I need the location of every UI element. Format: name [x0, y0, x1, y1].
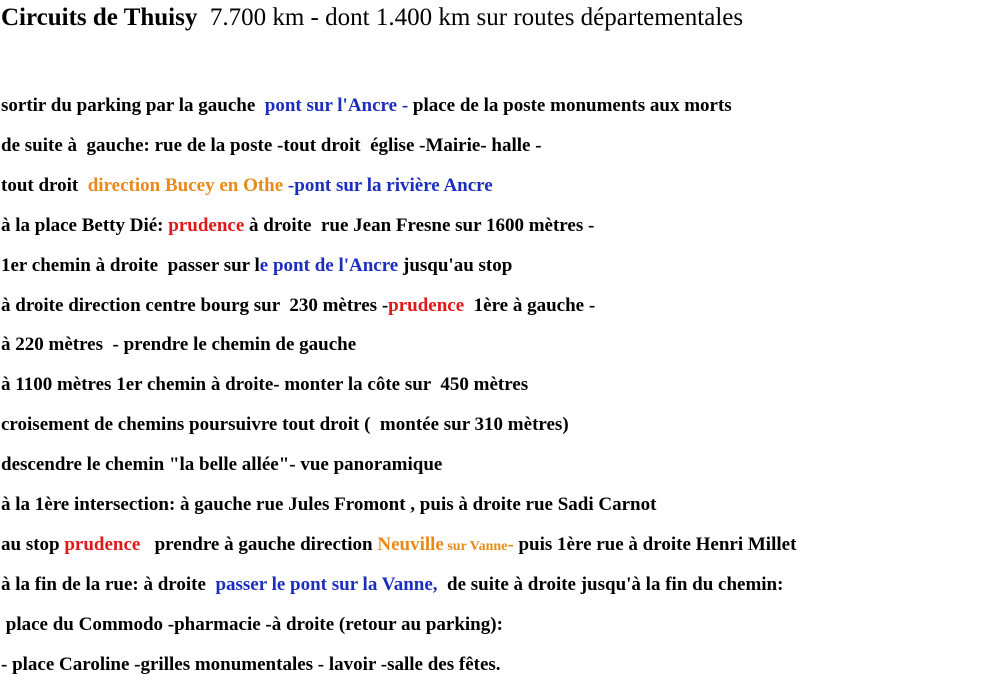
direction-segment: direction Bucey en Othe — [87, 174, 284, 196]
direction-segment: prudence — [168, 214, 245, 236]
direction-segment: prudence — [64, 533, 141, 555]
direction-line — [1, 254, 512, 278]
direction-line — [1, 214, 594, 238]
title-subtitle: 7.700 km - dont 1.400 km sur routes départementales — [209, 4, 744, 31]
direction-line — [1, 493, 656, 517]
direction-segment: -pont sur la rivière Ancre — [283, 174, 493, 196]
direction-segment: sur Vanne — [443, 538, 508, 554]
direction-segment: place du Commodo -pharmacie -à droite (retour au parking): — [1, 613, 503, 635]
direction-line — [1, 533, 796, 559]
direction-segment: à la place Betty Dié: — [1, 214, 169, 236]
direction-segment: place de la poste monuments aux morts — [412, 95, 732, 116]
direction-segment: à droite direction centre bourg sur 230 mètres - — [1, 294, 389, 316]
direction-segment: descendre le chemin "la belle allée"- vue panoramique — [1, 454, 443, 476]
direction-segment: tout droit — [1, 174, 88, 196]
direction-segment: prendre à gauche direction — [140, 533, 378, 555]
direction-segment: à la fin de la rue: à droite — [1, 573, 216, 595]
direction-line — [1, 94, 732, 118]
direction-segment: croisement de chemins poursuivre tout droit ( montée sur 310 mètres) — [1, 414, 569, 436]
direction-segment: 1er chemin à droite passer sur l — [1, 254, 260, 276]
direction-segment: au stop — [1, 533, 65, 555]
direction-segment: jusqu'au stop — [398, 254, 513, 276]
direction-segment: - place Caroline -grilles monumentales - lavoir -salle des fêtes. — [1, 653, 501, 675]
direction-line — [1, 413, 569, 437]
direction-segment: sortir du parking par la gauche — [1, 95, 265, 116]
direction-line — [1, 134, 542, 158]
direction-line — [1, 373, 528, 397]
direction-line — [1, 294, 595, 318]
direction-line — [1, 174, 493, 198]
title-main: Circuits de Thuisy — [1, 4, 198, 31]
direction-segment: à 220 mètres - prendre le chemin de gauche — [1, 334, 357, 356]
direction-segment: 1ère à gauche - — [464, 294, 596, 316]
direction-line — [1, 653, 501, 677]
direction-segment: - — [507, 533, 514, 555]
direction-segment: de suite à gauche: rue de la poste -tout droit église -Mairie- halle - — [1, 134, 542, 156]
direction-segment: à la 1ère intersection: à gauche rue Jules Fromont , puis à droite rue Sadi Carnot — [1, 494, 657, 515]
direction-segment: pont sur l'Ancre - — [264, 95, 413, 116]
direction-segment: e pont de l'Ancre — [259, 254, 399, 276]
direction-line — [1, 453, 442, 477]
direction-line — [1, 613, 503, 637]
direction-segment: à 1100 mètres 1er chemin à droite- monter la côte sur 450 mètres — [1, 374, 529, 396]
page-title — [1, 4, 743, 32]
direction-segment: puis 1ère rue à droite Henri Millet — [513, 533, 797, 555]
direction-line — [1, 573, 783, 597]
direction-line — [1, 333, 356, 357]
direction-segment: à droite rue Jean Fresne sur 1600 mètres - — [244, 214, 595, 236]
direction-segment: prudence — [388, 294, 465, 316]
direction-segment: Neuville — [377, 533, 444, 555]
direction-segment: de suite à droite jusqu'à la fin du chemin: — [437, 573, 784, 595]
direction-segment: passer le pont sur la Vanne, — [215, 573, 438, 595]
